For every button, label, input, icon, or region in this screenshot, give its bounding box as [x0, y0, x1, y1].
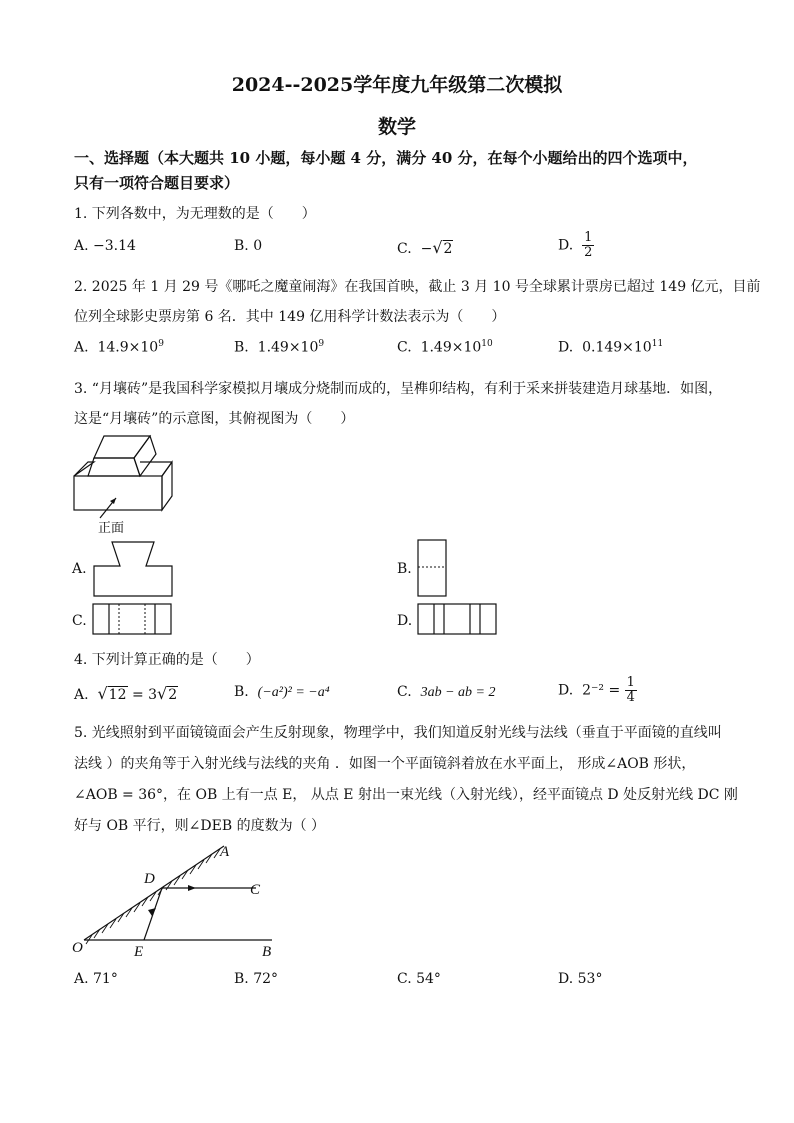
- point-label-e: E: [134, 944, 144, 960]
- front-label: 正面: [98, 520, 125, 535]
- q1-option-a: A. −3.14: [74, 238, 136, 254]
- q1-option-d: D. $\frac{1}{2}$: [558, 230, 593, 260]
- q4-option-a: A. √12 = 3√2: [74, 684, 178, 703]
- question-5-line4: 好与 OB 平行，则∠DEB 的度数为（ ）: [74, 818, 326, 834]
- q1-option-c: C. −√2: [397, 238, 453, 257]
- q3-option-d-shape: [417, 603, 499, 637]
- q5-option-d: D. 53°: [558, 971, 603, 987]
- point-label-d: D: [144, 871, 155, 887]
- q1-option-b: B. 0: [234, 238, 263, 254]
- q3-option-d-label: D.: [397, 613, 413, 629]
- q3-option-a-label: A.: [72, 561, 87, 577]
- q4-option-c: C. 3ab − ab = 2: [397, 684, 496, 700]
- question-3-stem-line2: 这是“月壤砖”的示意图，其俯视图为（ ）: [74, 411, 355, 427]
- question-2-stem-line2: 位列全球影史票房第 6 名．其中 149 亿用科学计数法表示为（ ）: [74, 309, 506, 325]
- q3-option-c-label: C.: [72, 613, 87, 629]
- mirror-reflection-figure: [66, 838, 286, 960]
- q4-option-d: D. 2⁻² = $\frac{1}{4}$: [558, 675, 635, 705]
- q5-option-a: A. 71°: [74, 971, 118, 987]
- q4-option-b: B. (−a²)² = −a⁴: [234, 684, 330, 700]
- page-title: 2024--2025学年度九年级第二次模拟: [231, 74, 563, 96]
- q2-option-d: D. $0.149\times 10^{11}$: [558, 339, 664, 356]
- subject-title: 数学: [377, 116, 416, 138]
- fraction: $\frac{1}{2}$: [584, 230, 593, 260]
- fraction: $\frac{1}{4}$: [626, 675, 635, 705]
- section-heading-line2: 只有一项符合题目要求）: [74, 174, 240, 192]
- question-2-stem-line1: 2. 2025 年 1 月 29 号《哪吒之魔童闹海》在我国首映，截止 3 月 10 号全球累计票房已超过 149 亿元，目前: [74, 279, 761, 295]
- question-4-stem: 4. 下列计算正确的是（ ）: [74, 652, 260, 668]
- point-label-c: C: [250, 882, 261, 898]
- point-label-b: B: [262, 944, 272, 960]
- question-3-stem-line1: 3. “月壤砖”是我国科学家模拟月壤成分烧制而成的，呈榫卯结构，有利于采来拼装建造月球基地．如图，: [74, 381, 723, 397]
- question-1-stem: 1. 下列各数中，为无理数的是（ ）: [74, 206, 316, 222]
- q3-option-a-shape: [92, 540, 174, 598]
- question-5-line3: ∠AOB = 36°，在 OB 上有一点 E， 从点 E 射出一束光线（入射光线），经平面镜点 D 处反射光线 DC 刚: [74, 787, 738, 803]
- q3-option-b-label: B.: [397, 561, 412, 577]
- q3-option-c-shape: [92, 603, 174, 637]
- q2-option-a: A. $14.9\times 10^9$: [74, 339, 164, 356]
- q5-option-c: C. 54°: [397, 971, 441, 987]
- q2-option-b: B. $1.49\times 10^9$: [234, 339, 325, 356]
- point-label-a: A: [220, 844, 230, 860]
- question-5-line1: 5. 光线照射到平面镜镜面会产生反射现象，物理学中，我们知道反射光线与法线（垂直于平面镜的直线叫: [74, 725, 722, 741]
- point-label-o: O: [72, 940, 83, 956]
- q3-option-b-shape: [417, 539, 449, 597]
- section-heading-line1: 一、选择题（本大题共 10 小题，每小题 4 分，满分 40 分，在每个小题给出的四个选项中，: [74, 149, 698, 167]
- q2-option-c: C. $1.49\times 10^{10}$: [397, 339, 493, 356]
- question-5-line2: 法线 ）的夹角等于入射光线与法线的夹角 ．如图一个平面镜斜着放在水平面上， 形成∠AOB 形状，: [74, 756, 696, 772]
- moon-brick-figure: [70, 432, 180, 537]
- q5-option-b: B. 72°: [234, 971, 279, 987]
